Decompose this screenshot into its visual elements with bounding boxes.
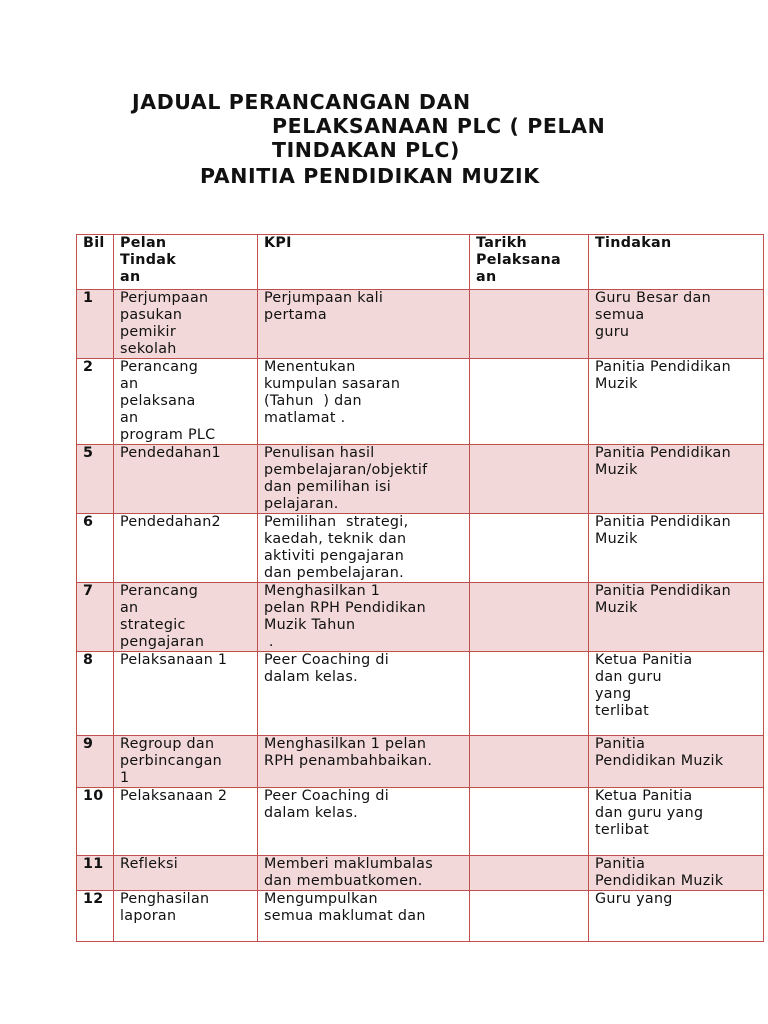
row-tarikh <box>470 290 589 359</box>
row-tindakan: Panitia Pendidikan Muzik <box>589 583 764 652</box>
row-tindakan: Panitia Pendidikan Muzik <box>589 359 764 445</box>
row-kpi: Penulisan hasil pembelajaran/objektif dan pemilihan isi pelajaran. <box>258 445 470 514</box>
table-row <box>77 788 764 856</box>
row-tindakan: Panitia Pendidikan Muzik <box>589 514 764 583</box>
row-bil: 6 <box>77 514 114 583</box>
row-bil: 1 <box>77 290 114 359</box>
table-row <box>77 359 764 445</box>
row-pelan: Pelaksanaan 1 <box>114 652 258 736</box>
row-pelan: Perjumpaan pasukan pemikir sekolah <box>114 290 258 359</box>
table-row <box>77 891 764 942</box>
row-tindakan: Ketua Panitia dan guru yang terlibat <box>589 788 764 856</box>
row-pelan: Pendedahan2 <box>114 514 258 583</box>
header-tarikh-pelaksanaan: Tarikh Pelaksana an <box>470 235 589 290</box>
document-title-line-1: JADUAL PERANCANGAN DAN <box>132 90 471 114</box>
header-kpi: KPI <box>258 235 470 290</box>
table-row <box>77 652 764 736</box>
row-pelan: Perancang an strategic pengajaran <box>114 583 258 652</box>
row-tindakan: Panitia Pendidikan Muzik <box>589 445 764 514</box>
row-kpi: Memberi maklumbalas dan membuatkomen. <box>258 856 470 891</box>
row-bil: 11 <box>77 856 114 891</box>
row-tarikh <box>470 788 589 856</box>
table-row <box>77 290 764 359</box>
row-bil: 12 <box>77 891 114 942</box>
table-row <box>77 445 764 514</box>
row-kpi: Peer Coaching di dalam kelas. <box>258 652 470 736</box>
row-tarikh <box>470 359 589 445</box>
row-bil: 8 <box>77 652 114 736</box>
row-bil: 7 <box>77 583 114 652</box>
row-kpi: Pemilihan strategi, kaedah, teknik dan aktiviti pengajaran dan pembelajaran. <box>258 514 470 583</box>
header-pelan-tindakan: Pelan Tindak an <box>114 235 258 290</box>
row-tindakan: Guru yang <box>589 891 764 942</box>
row-kpi: Menentukan kumpulan sasaran (Tahun ) dan matlamat . <box>258 359 470 445</box>
row-kpi: Mengumpulkan semua maklumat dan <box>258 891 470 942</box>
row-tarikh <box>470 652 589 736</box>
document-subtitle: PANITIA PENDIDIKAN MUZIK <box>200 164 540 188</box>
row-kpi: Menghasilkan 1 pelan RPH penambahbaikan. <box>258 736 470 788</box>
row-pelan: Perancang an pelaksana an program PLC <box>114 359 258 445</box>
row-pelan: Refleksi <box>114 856 258 891</box>
row-tarikh <box>470 514 589 583</box>
row-tindakan: Panitia Pendidikan Muzik <box>589 736 764 788</box>
row-kpi: Peer Coaching di dalam kelas. <box>258 788 470 856</box>
table-row <box>77 583 764 652</box>
row-tarikh <box>470 445 589 514</box>
table-row <box>77 856 764 891</box>
row-tindakan: Panitia Pendidikan Muzik <box>589 856 764 891</box>
row-pelan: Pelaksanaan 2 <box>114 788 258 856</box>
row-bil: 9 <box>77 736 114 788</box>
table-row <box>77 736 764 788</box>
header-bil: Bil <box>77 235 114 290</box>
row-tarikh <box>470 736 589 788</box>
table-header-row <box>77 235 764 290</box>
row-kpi: Perjumpaan kali pertama <box>258 290 470 359</box>
table-row <box>77 514 764 583</box>
header-tindakan: Tindakan <box>589 235 764 290</box>
row-pelan: Penghasilan laporan <box>114 891 258 942</box>
row-bil: 2 <box>77 359 114 445</box>
row-bil: 10 <box>77 788 114 856</box>
row-pelan: Pendedahan1 <box>114 445 258 514</box>
row-bil: 5 <box>77 445 114 514</box>
row-tarikh <box>470 583 589 652</box>
document-title-line-2: PELAKSANAAN PLC ( PELAN <box>272 114 606 138</box>
plc-schedule-table <box>76 234 764 942</box>
row-tarikh <box>470 891 589 942</box>
row-pelan: Regroup dan perbincangan 1 <box>114 736 258 788</box>
row-tarikh <box>470 856 589 891</box>
document-title-line-3: TINDAKAN PLC) <box>272 138 460 162</box>
row-kpi: Menghasilkan 1 pelan RPH Pendidikan Muzik Tahun . <box>258 583 470 652</box>
row-tindakan: Ketua Panitia dan guru yang terlibat <box>589 652 764 736</box>
row-tindakan: Guru Besar dan semua guru <box>589 290 764 359</box>
